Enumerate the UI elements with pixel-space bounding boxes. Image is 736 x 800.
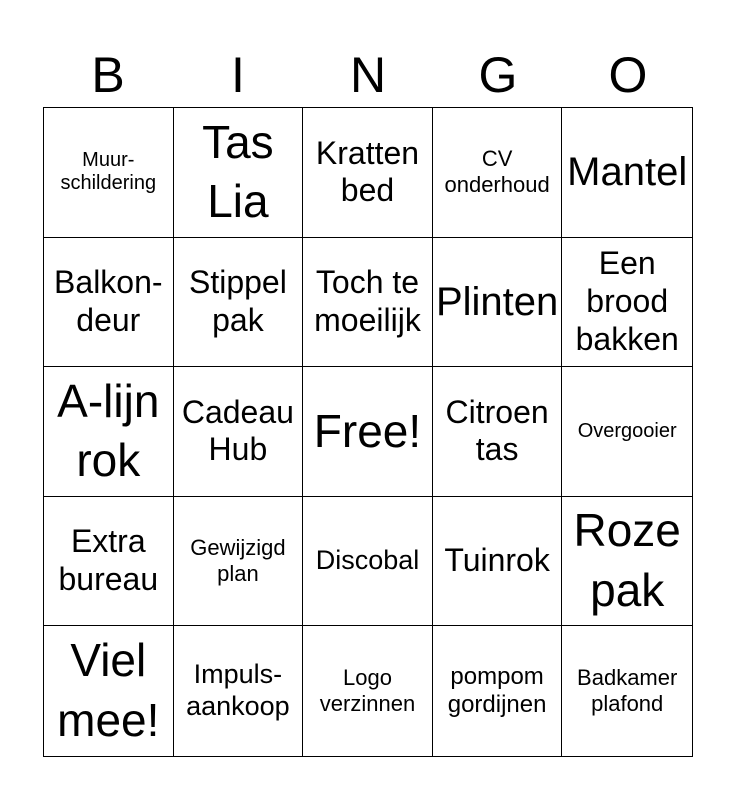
bingo-cell[interactable]: [44, 238, 174, 368]
cell-label: Mantel: [567, 150, 688, 195]
cell-label: Balkon- deur: [54, 264, 163, 338]
cell-label: Muur- schildering: [60, 148, 157, 195]
free-space-label: Free!: [313, 404, 422, 457]
cell-label: Cadeau Hub: [181, 393, 294, 468]
cell-label: Een brood bakken: [575, 245, 679, 357]
cell-label: Gewijzigd plan: [190, 535, 286, 587]
cell-label: Kratten bed: [315, 134, 420, 209]
header-letter-g: G: [478, 47, 518, 103]
bingo-cell[interactable]: [174, 238, 304, 368]
cell-label: Citroen tas: [445, 393, 549, 468]
header-letter-n: N: [349, 47, 387, 103]
cell-label: Overgooier: [577, 419, 677, 442]
cell-label: Extra bureau: [58, 523, 159, 598]
bingo-cell[interactable]: [303, 238, 433, 368]
bingo-cell[interactable]: [562, 108, 692, 238]
cell-label: Impuls- aankoop: [186, 659, 290, 722]
header-letter-i: I: [231, 47, 245, 103]
bingo-cell[interactable]: [562, 497, 692, 627]
cell-label: pompom gordijnen: [447, 662, 547, 719]
bingo-cell[interactable]: [44, 497, 174, 627]
bingo-board: [43, 107, 693, 757]
bingo-header: [43, 42, 693, 108]
bingo-cell[interactable]: [303, 497, 433, 627]
bingo-cell[interactable]: [44, 626, 174, 756]
bingo-cell[interactable]: [433, 367, 563, 497]
cell-label: Roze pak: [573, 504, 681, 617]
bingo-cell[interactable]: [174, 497, 304, 627]
bingo-cell[interactable]: [562, 626, 692, 756]
bingo-cell[interactable]: [303, 626, 433, 756]
bingo-cell[interactable]: [174, 108, 304, 238]
free-space-cell[interactable]: [303, 367, 433, 497]
cell-label: A-lijn rok: [57, 374, 160, 487]
bingo-cell[interactable]: [562, 238, 692, 368]
header-letter-b: B: [91, 47, 125, 103]
cell-label: Badkamer plafond: [577, 665, 678, 717]
cell-label: Plinten: [435, 279, 559, 324]
cell-label: Tuinrok: [444, 542, 550, 579]
bingo-cell[interactable]: [433, 626, 563, 756]
cell-label: Viel mee!: [57, 634, 160, 747]
bingo-cell[interactable]: [174, 367, 304, 497]
cell-label: Discobal: [315, 545, 420, 576]
cell-label: Tas Lia: [202, 115, 274, 228]
header-letter-o: O: [608, 47, 648, 103]
bingo-cell[interactable]: [433, 238, 563, 368]
cell-label: Toch te moeilijk: [314, 264, 421, 338]
bingo-cell[interactable]: [44, 367, 174, 497]
bingo-cell[interactable]: [433, 497, 563, 627]
cell-label: Logo verzinnen: [319, 665, 416, 717]
bingo-cell[interactable]: [174, 626, 304, 756]
cell-label: Stippel pak: [188, 264, 287, 338]
bingo-cell[interactable]: [44, 108, 174, 238]
bingo-cell[interactable]: [433, 108, 563, 238]
bingo-cell[interactable]: [303, 108, 433, 238]
cell-label: CV onderhoud: [444, 146, 550, 198]
bingo-cell[interactable]: [562, 367, 692, 497]
